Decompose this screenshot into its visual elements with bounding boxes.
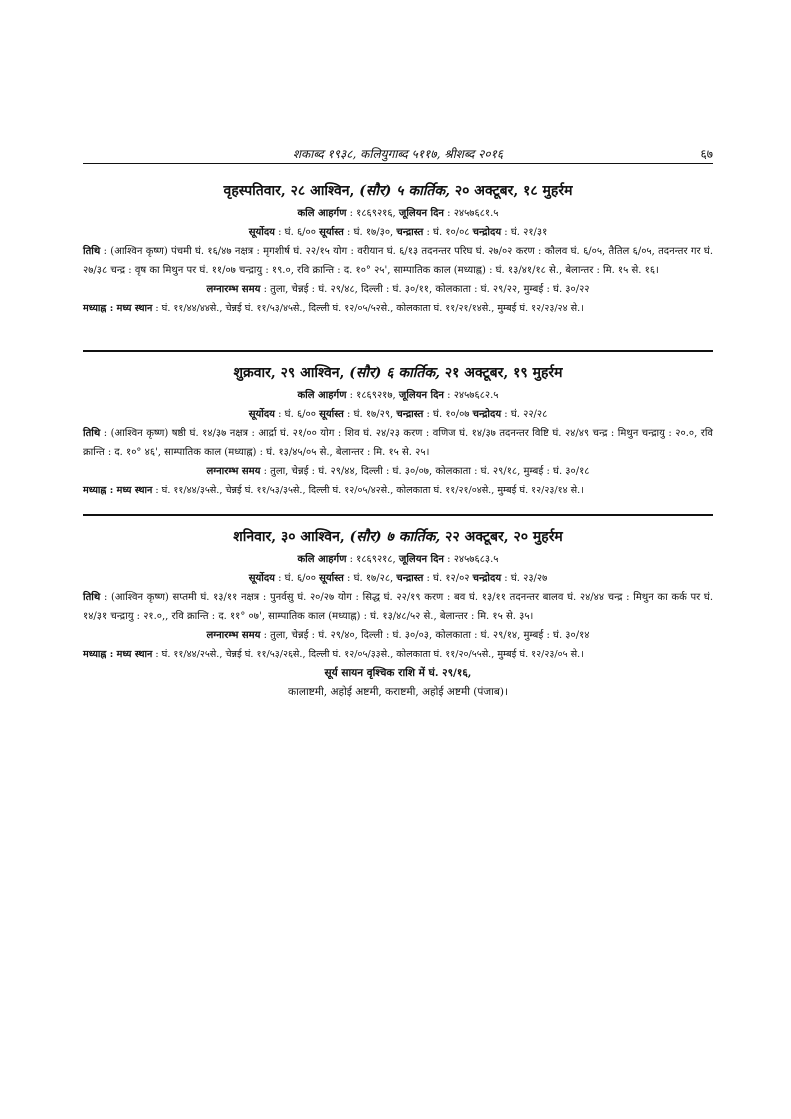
day-title: शुक्रवार, २९ आश्विन, (सौर) ६ कार्तिक, २१ अक्टूबर, १९ मुहर्रम [233, 365, 563, 381]
day-entry-2 [83, 362, 713, 500]
sun-sayan-note: सूर्य सायन वृश्चिक राशि में घं. २९/१६, [324, 667, 472, 679]
kali-julian-line: कलि आहर्गण : १८६९२१६, जूलियन दिन : २४५७६८१.५ [297, 208, 499, 219]
sun-moon-line: सूर्योदय : घं. ६/०० सूर्यास्त : घं. १७/३०, चन्द्रास्त : घं. १०/०८ चन्द्रोदय : घं. २१/३१ [248, 227, 548, 238]
tithi-paragraph: तिथि : (आश्विन कृष्ण) सप्तमी घं. १३/११ नक्षत्र : पुनर्वसु घं. २०/२७ योग : सिद्ध घं. २२/१९ करण : बव घं. १३/११ तदनन्तर बालव घं. २४/४४ चन्द्र : मिथुन का कर्क पर घं. १४/३१ चन्द्रायु : २१.०,, रवि क्रान्ति : द. ११° ०७', साम्पातिक काल (मध्याह्न) : घं. १३/४८/५२ से., बेलान्तर : मि. १५ से. ३५। [83, 592, 713, 622]
madhyahna-line: मध्याह्न : मध्य स्थान : घं. ११/४४/३५से., चेन्नई घं. ११/५३/३५से., दिल्ली घं. १२/०५/४२से., कोलकाता घं. ११/२१/०४से., मुम्बई घं. १२/२३/१४ से.। [83, 485, 584, 496]
lagna-line: लग्नारम्भ समय : तुला, चेन्नई : घं. २९/४८, दिल्ली : घं. ३०/११, कोलकाता : घं. २९/२२, मुम्बई : घं. ३०/२२ [206, 284, 590, 295]
day-entry-3 [83, 526, 713, 702]
lagna-line: लग्नारम्भ समय : तुला, चेन्नई : घं. २९/४४, दिल्ली : घं. ३०/०७, कोलकाता : घं. २९/१८, मुम्बई : घं. ३०/१८ [206, 466, 590, 477]
header-title: शकाब्द १९३८, कलियुगाब्द ५११७, श्रीशब्द २०१६ [292, 147, 504, 161]
day-title: शनिवार, ३० आश्विन, (सौर) ७ कार्तिक, २२ अक्टूबर, २० मुहर्रम [233, 529, 563, 545]
kali-julian-line: कलि आहर्गण : १८६९२१७, जूलियन दिन : २४५७६८२.५ [297, 390, 499, 401]
tithi-paragraph: तिथि : (आश्विन कृष्ण) पंचमी घं. १६/४७ नक्षत्र : मृगशीर्ष घं. २२/१५ योग : वरीयान घं. ६/१३ तदनन्तर परिघ घं. २७/०२ करण : कौलव घं. ६/०५, तैतिल ६/०५, तदनन्तर गर घं. २७/३८ चन्द्र : वृष का मिथुन पर घं. ११/०७ चन्द्रायु : १९.०, रवि क्रान्ति : द. १०° २५', साम्पातिक काल (मध्याह्न) : घं. १३/४१/१८ से., बेलान्तर : मि. १५ से. १६। [83, 246, 713, 276]
page-header [83, 141, 713, 163]
festival-note: कालाष्टमी, अहोई अष्टमी, कराष्टमी, अहोई अष्टमी (पंजाब)। [288, 686, 508, 698]
madhyahna-line: मध्याह्न : मध्य स्थान : घं. ११/४४/२५से., चेन्नई घं. ११/५३/२६से., दिल्ली घं. १२/०५/३३से., कोलकाता घं. ११/२०/५५से., मुम्बई घं. १२/२३/०५ से.। [83, 649, 584, 660]
day-separator [83, 514, 713, 516]
sun-moon-line: सूर्योदय : घं. ६/०० सूर्यास्त : घं. १७/२८, चन्द्रास्त : घं. १२/०२ चन्द्रोदय : घं. २३/२७ [248, 573, 548, 584]
day-separator [83, 350, 713, 352]
header-rule [83, 163, 713, 164]
sun-moon-line: सूर्योदय : घं. ६/०० सूर्यास्त : घं. १७/२९, चन्द्रास्त : घं. १०/०७ चन्द्रोदय : घं. २२/२८ [248, 409, 548, 420]
madhyahna-line: मध्याह्न : मध्य स्थान : घं. ११/४४/४४से., चेन्नई घं. ११/५३/४५से., दिल्ली घं. १२/०५/५२से., कोलकाता घं. ११/२१/१४से., मुम्बई घं. १२/२३/२४ से.। [83, 303, 584, 314]
lagna-line: लग्नारम्भ समय : तुला, चेन्नई : घं. २९/४०, दिल्ली : घं. ३०/०३, कोलकाता : घं. २९/१४, मुम्बई : घं. ३०/१४ [206, 630, 590, 641]
page-number: ६७ [700, 147, 713, 161]
day-title: वृहस्पतिवार, २८ आश्विन, (सौर) ५ कार्तिक, २० अक्टूबर, १८ मुहर्रम [223, 183, 573, 199]
day-entry-1 [83, 180, 713, 318]
kali-julian-line: कलि आहर्गण : १८६९२१८, जूलियन दिन : २४५७६८३.५ [297, 554, 499, 565]
tithi-paragraph: तिथि : (आश्विन कृष्ण) षष्ठी घं. १४/३७ नक्षत्र : आर्द्रा घं. २१/०० योग : शिव घं. २४/२३ करण : वणिज घं. १४/३७ तदनन्तर विष्टि घं. २४/४९ चन्द्र : मिथुन चन्द्रायु : २०.०, रवि क्रान्ति : द. १०° ४६', साम्पातिक काल (मध्याह्न) : घं. १३/४५/०५ से., बेलान्तर : मि. १५ से. २५। [83, 428, 713, 458]
